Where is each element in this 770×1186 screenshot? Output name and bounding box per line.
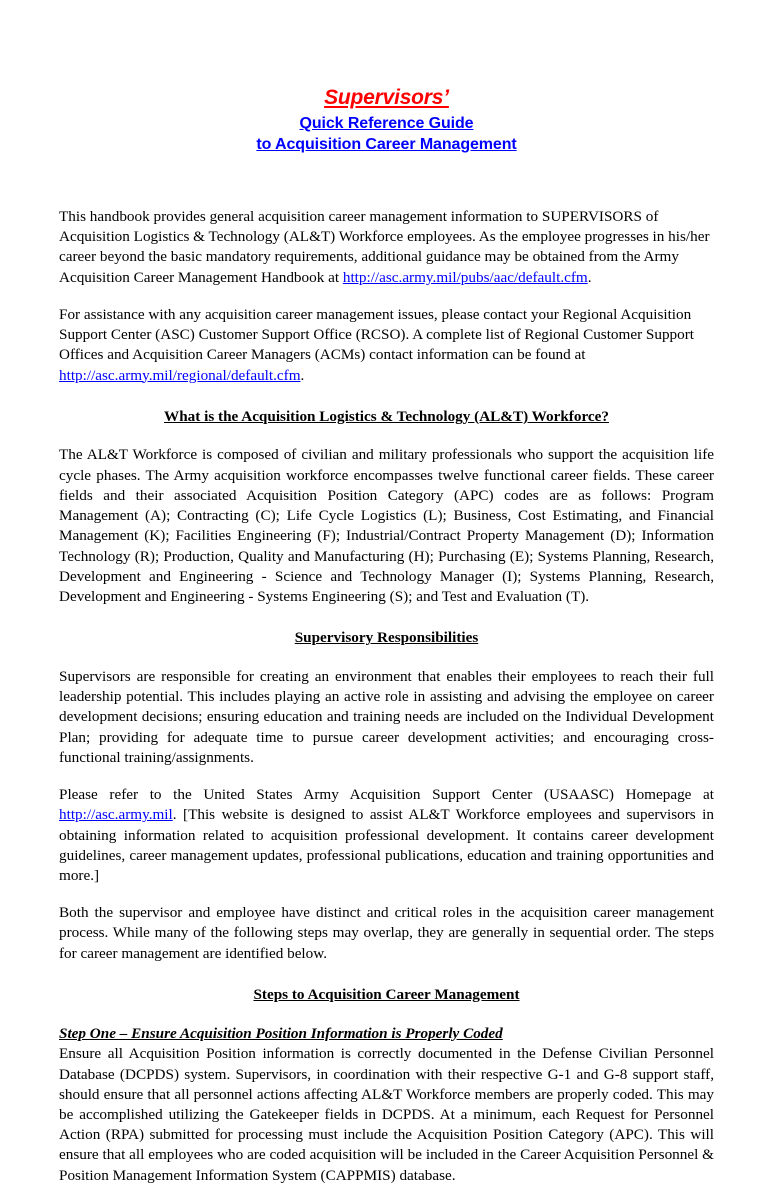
intro-paragraph-2-text: For assistance with any acquisition career management issues, please contact your Regional Acquisition Support Center (ASC) Customer Support Office (RCSO). A complete list of Regional Customer Support Offices and Acquisition Career Managers (ACMs) contact information can be found at [59, 305, 695, 364]
heading-steps-to-career-management: Steps to Acquisition Career Management [253, 985, 520, 1003]
page-subtitle-line-1: Quick Reference Guide [299, 114, 474, 132]
handbook-link[interactable]: http://asc.army.mil/pubs/aac/default.cfm [342, 268, 588, 286]
page-subtitle-line-2: to Acquisition Career Management [256, 135, 517, 153]
intro-paragraph-1 [59, 207, 714, 288]
intro-paragraph-2 [59, 305, 714, 386]
heading-workforce-definition: What is the Acquisition Logistics & Technology (AL&T) Workforce? [164, 407, 609, 425]
page-title: Supervisors’ [324, 86, 449, 109]
intro-paragraph-1-text: This handbook provides general acquisition career management information to SUPERVISORS of Acquisition Logistics & Technology (AL&T) Workforce employees. As the employee progresses in his/her career beyond the basic mandatory requirements, additional guidance may be obtained from the Army Acquisition Career Management Handbook at [59, 207, 710, 286]
title-subtitle-line-2 [59, 134, 714, 155]
title-main-line [59, 86, 714, 111]
supervisory-paragraph-2 [59, 785, 714, 886]
supervisory-paragraph-2-text-before: Please refer to the United States Army Acquisition Support Center (USAASC) Homepage at [59, 786, 714, 804]
document-title-block [59, 86, 714, 155]
supervisory-paragraph-2-text-after: . [This website is designed to assist AL&T Workforce employees and supervisors in obtaining information related to acquisition professional development. It contains career development guidelines, career management updates, professional publications, education and training opportunities and more.] [59, 806, 714, 884]
supervisory-paragraph-1: Supervisors are responsible for creating an environment that enables their employees to reach their full leadership potential. This includes playing an active role in assisting and advising the employee on career development decisions; ensuring education and training needs are included on the Individual Development Plan; providing for adequate time to pursue career development activities; and encouraging cross-functional training/assignments. [59, 667, 714, 766]
title-subtitle-line-1 [59, 113, 714, 134]
supervisory-paragraph-3: Both the supervisor and employee have distinct and critical roles in the acquisition career management process. While many of the following steps may overlap, they are generally in sequential order. The steps for career management are identified below. [59, 904, 714, 962]
intro-paragraph-1-period: . [587, 268, 592, 286]
step-one-paragraph: Ensure all Acquisition Position information is correctly documented in the Defense Civilian Personnel Database (DCPDS) system. Supervisors, in coordination with their respective G-1 and G-8 support staff, should ensure that all personnel actions affecting AL&T Workforce members are properly coded. This may be accomplished utilizing the Gatekeeper fields in DCPDS. At a minimum, each Request for Personnel Action (RPA) submitted for processing must include the Acquisition Position Category (APC). This will ensure that all employees who are coded acquisition will be included in the Career Acquisition Personnel & Position Management Information System (CAPPMIS) database. [59, 1045, 714, 1184]
usaasc-homepage-link[interactable]: http://asc.army.mil [59, 806, 173, 824]
heading-supervisory-responsibilities: Supervisory Responsibilities [294, 629, 479, 647]
intro-paragraph-2-period: . [300, 366, 305, 384]
heading-step-one: Step One – Ensure Acquisition Position Information is Properly Coded [59, 1024, 503, 1042]
workforce-paragraph: The AL&T Workforce is composed of civilian and military professionals who support the acquisition life cycle phases. The Army acquisition workforce encompasses twelve functional career fields. These career fields and their associated Acquisition Position Category (APC) codes are as follows: Program Management (A); Contracting (C); Life Cycle Logistics (L); Business, Cost Estimating, and Financial Management (K); Facilities Engineering (F); Industrial/Contract Property Management (D); Information Technology (R); Production, Quality and Manufacturing (H); Purchasing (E); Systems Planning, Research, Development and Engineering - Science and Technology Manager (I); Systems Planning, Research, Development and Engineering - Systems Engineering (S); and Test and Evaluation (T). [59, 446, 714, 606]
regional-offices-link[interactable]: http://asc.army.mil/regional/default.cfm [59, 366, 301, 384]
